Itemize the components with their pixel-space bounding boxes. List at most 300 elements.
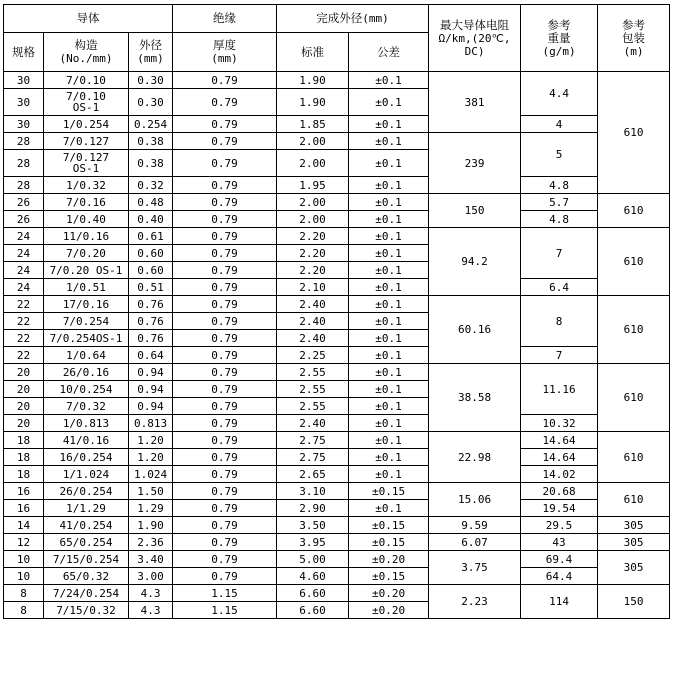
cell-construction xyxy=(44,72,129,89)
table-row xyxy=(4,72,670,89)
construction-line: 7/0.254 xyxy=(62,314,110,328)
construction-line: 7/15/0.254 xyxy=(52,552,120,566)
construction-line: 26/0.254 xyxy=(59,484,113,498)
cell-cond-od: 0.61 xyxy=(129,228,173,245)
cell-cond-od: 0.94 xyxy=(129,364,173,381)
cell-construction xyxy=(44,133,129,150)
cell-cond-od: 0.48 xyxy=(129,194,173,211)
cell-cond-od: 3.00 xyxy=(129,568,173,585)
header-package-unit: (m) xyxy=(623,44,644,58)
header-standard: 标准 xyxy=(277,33,349,72)
cell-cond-od: 0.32 xyxy=(129,177,173,194)
cell-tolerance: ±0.15 xyxy=(349,568,429,585)
cell-construction xyxy=(44,585,129,602)
cell-weight: 4 xyxy=(521,116,598,133)
construction-line: 11/0.16 xyxy=(62,229,110,243)
cell-gauge: 22 xyxy=(4,347,44,364)
construction-line: 1/0.40 xyxy=(66,212,106,226)
construction-line: 7/0.32 xyxy=(66,399,106,413)
cell-cond-od: 0.76 xyxy=(129,296,173,313)
cell-gauge: 24 xyxy=(4,262,44,279)
cell-cond-od: 0.76 xyxy=(129,330,173,347)
cell-thickness: 0.79 xyxy=(173,500,277,517)
table-row xyxy=(4,483,670,500)
table-body xyxy=(4,72,670,619)
table-row xyxy=(4,211,670,228)
cell-cond-od: 0.30 xyxy=(129,89,173,116)
cell-weight: 4.4 xyxy=(521,72,598,116)
cell-tolerance: ±0.1 xyxy=(349,449,429,466)
cell-thickness: 0.79 xyxy=(173,313,277,330)
header-resistance-line3: DC) xyxy=(464,44,485,58)
construction-line: 1/1.29 xyxy=(66,501,106,515)
header-resistance-line1: 最大导体电阻 xyxy=(440,17,510,32)
cell-thickness: 0.79 xyxy=(173,364,277,381)
cell-tolerance: ±0.1 xyxy=(349,262,429,279)
table-row xyxy=(4,534,670,551)
header-package xyxy=(598,5,670,72)
cell-standard: 1.90 xyxy=(277,72,349,89)
cell-standard: 2.20 xyxy=(277,245,349,262)
cell-construction xyxy=(44,415,129,432)
cell-cond-od: 1.90 xyxy=(129,517,173,534)
cell-construction xyxy=(44,116,129,133)
cell-standard: 1.90 xyxy=(277,89,349,116)
cell-tolerance: ±0.1 xyxy=(349,279,429,296)
cell-gauge: 24 xyxy=(4,279,44,296)
header-weight xyxy=(521,5,598,72)
cell-tolerance: ±0.1 xyxy=(349,381,429,398)
cell-thickness: 0.79 xyxy=(173,279,277,296)
construction-line: 10/0.254 xyxy=(59,382,113,396)
header-resistance-line2: Ω/km,(20℃, xyxy=(438,31,511,45)
cell-resistance: 38.58 xyxy=(429,364,521,432)
cell-package: 610 xyxy=(598,364,670,432)
cell-cond-od: 1.50 xyxy=(129,483,173,500)
cell-cond-od: 1.29 xyxy=(129,500,173,517)
cell-construction xyxy=(44,89,129,116)
cell-standard: 2.55 xyxy=(277,381,349,398)
cell-thickness: 0.79 xyxy=(173,568,277,585)
cell-gauge: 20 xyxy=(4,398,44,415)
cell-cond-od: 0.76 xyxy=(129,313,173,330)
cell-gauge: 28 xyxy=(4,133,44,150)
cell-weight: 14.64 xyxy=(521,432,598,449)
cell-tolerance: ±0.1 xyxy=(349,296,429,313)
cell-thickness: 0.79 xyxy=(173,517,277,534)
table-row xyxy=(4,449,670,466)
cell-gauge: 20 xyxy=(4,381,44,398)
cell-gauge: 22 xyxy=(4,313,44,330)
header-thickness-label: 厚度 xyxy=(213,38,237,52)
cell-standard: 2.75 xyxy=(277,449,349,466)
cell-tolerance: ±0.1 xyxy=(349,347,429,364)
construction-line: OS-1 xyxy=(72,162,100,175)
cell-tolerance: ±0.15 xyxy=(349,483,429,500)
table-row xyxy=(4,364,670,381)
construction-line: 65/0.32 xyxy=(62,569,110,583)
cell-gauge: 10 xyxy=(4,551,44,568)
cell-construction xyxy=(44,245,129,262)
cell-tolerance: ±0.1 xyxy=(349,116,429,133)
cell-tolerance: ±0.20 xyxy=(349,602,429,619)
header-resistance xyxy=(429,5,521,72)
header-weight-line2: 重量 xyxy=(547,30,571,45)
cell-thickness: 0.79 xyxy=(173,89,277,116)
cell-weight: 19.54 xyxy=(521,500,598,517)
header-cond-od xyxy=(129,33,173,72)
cell-resistance: 60.16 xyxy=(429,296,521,364)
cell-thickness: 0.79 xyxy=(173,432,277,449)
table-row xyxy=(4,517,670,534)
cell-construction xyxy=(44,330,129,347)
cell-resistance: 6.07 xyxy=(429,534,521,551)
cell-package: 305 xyxy=(598,534,670,551)
cell-standard: 3.10 xyxy=(277,483,349,500)
cell-standard: 2.40 xyxy=(277,296,349,313)
cell-gauge: 24 xyxy=(4,228,44,245)
table-row xyxy=(4,116,670,133)
construction-line: 26/0.16 xyxy=(62,365,110,379)
cell-tolerance: ±0.1 xyxy=(349,432,429,449)
cell-tolerance: ±0.1 xyxy=(349,133,429,150)
construction-line: 7/24/0.254 xyxy=(52,586,120,600)
construction-line: 1/1.024 xyxy=(62,467,110,481)
cell-construction xyxy=(44,466,129,483)
cell-thickness: 0.79 xyxy=(173,72,277,89)
cell-tolerance: ±0.1 xyxy=(349,330,429,347)
cell-cond-od: 0.64 xyxy=(129,347,173,364)
construction-line: 17/0.16 xyxy=(62,297,110,311)
construction-line: 7/15/0.32 xyxy=(56,603,116,617)
cell-standard: 4.60 xyxy=(277,568,349,585)
cell-weight: 8 xyxy=(521,296,598,347)
cell-standard: 2.25 xyxy=(277,347,349,364)
cell-weight: 5 xyxy=(521,133,598,177)
cell-tolerance: ±0.1 xyxy=(349,313,429,330)
cell-construction xyxy=(44,279,129,296)
cell-standard: 2.10 xyxy=(277,279,349,296)
table-row xyxy=(4,177,670,194)
table-row xyxy=(4,466,670,483)
cell-tolerance: ±0.1 xyxy=(349,500,429,517)
cell-gauge: 16 xyxy=(4,500,44,517)
cell-thickness: 0.79 xyxy=(173,262,277,279)
cell-tolerance: ±0.1 xyxy=(349,398,429,415)
header-construction-unit: (No./mm) xyxy=(59,52,113,65)
construction-line: 7/0.16 xyxy=(66,195,106,209)
header-package-line1: 参考 xyxy=(622,17,646,32)
construction-line: 16/0.254 xyxy=(59,450,113,464)
cell-standard: 2.75 xyxy=(277,432,349,449)
cell-standard: 2.00 xyxy=(277,194,349,211)
cell-cond-od: 1.024 xyxy=(129,466,173,483)
cell-construction xyxy=(44,534,129,551)
header-insulation: 绝缘 xyxy=(173,5,277,33)
cell-standard: 2.90 xyxy=(277,500,349,517)
cell-standard: 2.00 xyxy=(277,150,349,177)
cell-cond-od: 1.20 xyxy=(129,449,173,466)
table-row xyxy=(4,432,670,449)
cell-package: 610 xyxy=(598,432,670,483)
cell-standard: 1.85 xyxy=(277,116,349,133)
cell-construction xyxy=(44,551,129,568)
table-row xyxy=(4,500,670,517)
cell-cond-od: 0.94 xyxy=(129,381,173,398)
cell-thickness: 1.15 xyxy=(173,602,277,619)
construction-line: 1/0.254 xyxy=(62,117,110,131)
table-row xyxy=(4,347,670,364)
cell-thickness: 0.79 xyxy=(173,534,277,551)
cell-standard: 2.65 xyxy=(277,466,349,483)
cell-tolerance: ±0.1 xyxy=(349,89,429,116)
table-row xyxy=(4,194,670,211)
cell-tolerance: ±0.1 xyxy=(349,150,429,177)
cell-package: 305 xyxy=(598,551,670,585)
cell-construction xyxy=(44,364,129,381)
cell-weight: 4.8 xyxy=(521,211,598,228)
cell-weight: 10.32 xyxy=(521,415,598,432)
cell-thickness: 0.79 xyxy=(173,211,277,228)
cell-thickness: 0.79 xyxy=(173,551,277,568)
cell-thickness: 0.79 xyxy=(173,133,277,150)
header-thickness xyxy=(173,33,277,72)
cell-construction xyxy=(44,449,129,466)
header-package-line2: 包装 xyxy=(622,30,646,45)
cell-weight: 7 xyxy=(521,347,598,364)
table-row xyxy=(4,415,670,432)
cell-package: 610 xyxy=(598,483,670,517)
cell-thickness: 0.79 xyxy=(173,449,277,466)
cell-gauge: 18 xyxy=(4,466,44,483)
cell-gauge: 18 xyxy=(4,432,44,449)
cell-tolerance: ±0.1 xyxy=(349,415,429,432)
cell-weight: 14.02 xyxy=(521,466,598,483)
cell-tolerance: ±0.1 xyxy=(349,211,429,228)
cell-tolerance: ±0.20 xyxy=(349,585,429,602)
header-thickness-unit: (mm) xyxy=(211,52,238,65)
construction-line: OS-1 xyxy=(72,101,100,114)
cell-construction xyxy=(44,500,129,517)
cell-cond-od: 4.3 xyxy=(129,602,173,619)
cell-thickness: 0.79 xyxy=(173,194,277,211)
cell-tolerance: ±0.1 xyxy=(349,72,429,89)
construction-line: 7/0.20 xyxy=(66,246,106,260)
cell-thickness: 0.79 xyxy=(173,116,277,133)
cell-weight: 29.5 xyxy=(521,517,598,534)
cell-cond-od: 0.40 xyxy=(129,211,173,228)
construction-line: 41/0.16 xyxy=(62,433,110,447)
wire-spec-table xyxy=(3,4,670,619)
cell-gauge: 18 xyxy=(4,449,44,466)
cell-construction xyxy=(44,517,129,534)
cell-construction xyxy=(44,432,129,449)
cell-cond-od: 0.94 xyxy=(129,398,173,415)
header-construction-label: 构造 xyxy=(74,38,98,52)
construction-line: 7/0.10 xyxy=(66,90,106,103)
cell-standard: 5.00 xyxy=(277,551,349,568)
cell-tolerance: ±0.20 xyxy=(349,551,429,568)
table-row xyxy=(4,296,670,313)
cell-cond-od: 2.36 xyxy=(129,534,173,551)
cell-construction xyxy=(44,262,129,279)
construction-line: 7/0.20 OS-1 xyxy=(49,263,123,277)
cell-package: 610 xyxy=(598,194,670,228)
cell-gauge: 24 xyxy=(4,245,44,262)
cell-resistance: 150 xyxy=(429,194,521,228)
cell-construction xyxy=(44,568,129,585)
cell-resistance: 381 xyxy=(429,72,521,133)
cell-gauge: 30 xyxy=(4,72,44,89)
cell-gauge: 20 xyxy=(4,415,44,432)
construction-line: 41/0.254 xyxy=(59,518,113,532)
cell-cond-od: 1.20 xyxy=(129,432,173,449)
cell-tolerance: ±0.1 xyxy=(349,466,429,483)
cell-construction xyxy=(44,602,129,619)
cell-package: 305 xyxy=(598,517,670,534)
cell-standard: 3.50 xyxy=(277,517,349,534)
cell-package: 150 xyxy=(598,585,670,619)
cell-gauge: 10 xyxy=(4,568,44,585)
cell-construction xyxy=(44,194,129,211)
cell-tolerance: ±0.1 xyxy=(349,364,429,381)
cell-resistance: 94.2 xyxy=(429,228,521,296)
cell-resistance: 9.59 xyxy=(429,517,521,534)
cell-thickness: 1.15 xyxy=(173,585,277,602)
cell-cond-od: 0.38 xyxy=(129,133,173,150)
construction-line: 7/0.127 xyxy=(62,151,110,164)
cell-cond-od: 0.813 xyxy=(129,415,173,432)
construction-line: 7/0.127 xyxy=(62,134,110,148)
cell-gauge: 16 xyxy=(4,483,44,500)
cell-thickness: 0.79 xyxy=(173,330,277,347)
cell-package: 610 xyxy=(598,228,670,296)
cell-thickness: 0.79 xyxy=(173,415,277,432)
table-row xyxy=(4,585,670,602)
cell-gauge: 20 xyxy=(4,364,44,381)
cell-gauge: 28 xyxy=(4,177,44,194)
cell-gauge: 30 xyxy=(4,89,44,116)
cell-construction xyxy=(44,177,129,194)
table-row xyxy=(4,568,670,585)
construction-line: 1/0.32 xyxy=(66,178,106,192)
cell-tolerance: ±0.1 xyxy=(349,194,429,211)
cell-construction xyxy=(44,381,129,398)
cell-thickness: 0.79 xyxy=(173,150,277,177)
cell-standard: 3.95 xyxy=(277,534,349,551)
spec-table-container xyxy=(3,4,670,619)
cell-gauge: 12 xyxy=(4,534,44,551)
cell-cond-od: 3.40 xyxy=(129,551,173,568)
cell-gauge: 14 xyxy=(4,517,44,534)
construction-line: 1/0.51 xyxy=(66,280,106,294)
cell-construction xyxy=(44,296,129,313)
cell-weight: 43 xyxy=(521,534,598,551)
cell-construction xyxy=(44,228,129,245)
cell-standard: 2.00 xyxy=(277,211,349,228)
header-cond-od-unit: (mm) xyxy=(137,52,164,65)
header-row-1 xyxy=(4,5,670,33)
construction-line: 1/0.813 xyxy=(62,416,110,430)
cell-standard: 6.60 xyxy=(277,585,349,602)
cell-construction xyxy=(44,150,129,177)
cell-tolerance: ±0.15 xyxy=(349,517,429,534)
cell-gauge: 8 xyxy=(4,602,44,619)
cell-construction xyxy=(44,347,129,364)
cell-cond-od: 0.60 xyxy=(129,262,173,279)
cell-standard: 2.40 xyxy=(277,313,349,330)
cell-weight: 7 xyxy=(521,228,598,279)
header-finished-od-unit: (mm) xyxy=(362,12,389,25)
cell-gauge: 30 xyxy=(4,116,44,133)
cell-standard: 2.40 xyxy=(277,330,349,347)
cell-standard: 2.40 xyxy=(277,415,349,432)
cell-thickness: 0.79 xyxy=(173,245,277,262)
cell-weight: 20.68 xyxy=(521,483,598,500)
cell-standard: 6.60 xyxy=(277,602,349,619)
cell-tolerance: ±0.1 xyxy=(349,177,429,194)
cell-cond-od: 4.3 xyxy=(129,585,173,602)
cell-tolerance: ±0.1 xyxy=(349,245,429,262)
cell-resistance: 2.23 xyxy=(429,585,521,619)
cell-weight: 5.7 xyxy=(521,194,598,211)
cell-standard: 2.20 xyxy=(277,228,349,245)
cell-package: 610 xyxy=(598,296,670,364)
cell-thickness: 0.79 xyxy=(173,381,277,398)
cell-weight: 14.64 xyxy=(521,449,598,466)
header-weight-unit: (g/m) xyxy=(542,44,576,58)
cell-weight: 11.16 xyxy=(521,364,598,415)
cell-standard: 2.20 xyxy=(277,262,349,279)
construction-line: 1/0.64 xyxy=(66,348,106,362)
cell-tolerance: ±0.15 xyxy=(349,534,429,551)
header-finished-od-label: 完成外径 xyxy=(316,11,363,25)
cell-construction xyxy=(44,483,129,500)
cell-thickness: 0.79 xyxy=(173,296,277,313)
cell-thickness: 0.79 xyxy=(173,466,277,483)
table-row xyxy=(4,551,670,568)
header-cond-od-label: 外径 xyxy=(139,38,163,52)
cell-weight: 6.4 xyxy=(521,279,598,296)
cell-gauge: 8 xyxy=(4,585,44,602)
header-gauge: 规格 xyxy=(4,33,44,72)
cell-standard: 2.55 xyxy=(277,398,349,415)
cell-gauge: 26 xyxy=(4,211,44,228)
cell-standard: 1.95 xyxy=(277,177,349,194)
construction-line: 7/0.254OS-1 xyxy=(49,331,123,345)
cell-weight: 114 xyxy=(521,585,598,619)
cell-cond-od: 0.51 xyxy=(129,279,173,296)
cell-resistance: 15.06 xyxy=(429,483,521,517)
cell-thickness: 0.79 xyxy=(173,398,277,415)
construction-line: 7/0.10 xyxy=(66,73,106,87)
cell-cond-od: 0.30 xyxy=(129,72,173,89)
cell-package: 610 xyxy=(598,72,670,194)
cell-resistance: 22.98 xyxy=(429,432,521,483)
header-tolerance: 公差 xyxy=(349,33,429,72)
cell-resistance: 3.75 xyxy=(429,551,521,585)
cell-construction xyxy=(44,398,129,415)
cell-cond-od: 0.38 xyxy=(129,150,173,177)
cell-cond-od: 0.254 xyxy=(129,116,173,133)
cell-thickness: 0.79 xyxy=(173,177,277,194)
cell-weight: 69.4 xyxy=(521,551,598,568)
cell-standard: 2.00 xyxy=(277,133,349,150)
cell-thickness: 0.79 xyxy=(173,228,277,245)
cell-construction xyxy=(44,211,129,228)
construction-line: 65/0.254 xyxy=(59,535,113,549)
header-conductor: 导体 xyxy=(4,5,173,33)
